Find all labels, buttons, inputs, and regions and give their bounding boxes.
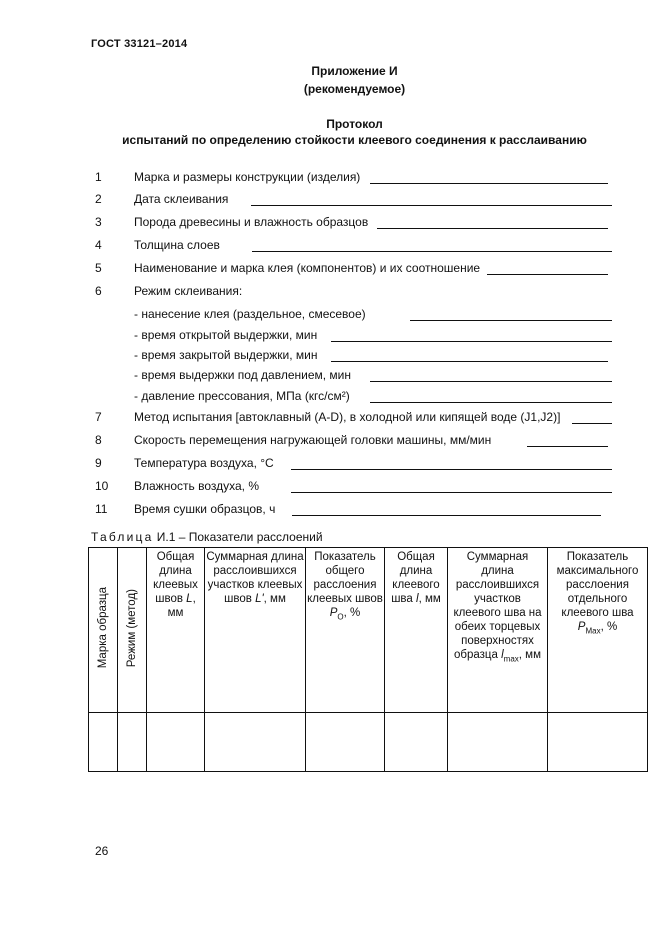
fill-line xyxy=(572,423,612,424)
appendix-title: Приложение И xyxy=(311,64,398,78)
item-number: 1 xyxy=(95,170,102,184)
table-cell xyxy=(147,713,205,772)
protocol-item xyxy=(0,238,661,254)
col-header-unit: , мм xyxy=(418,593,441,605)
item-label: Метод испытания [автоклавный (A-D), в холодной или кипящей воде (J1,J2)] xyxy=(134,410,561,424)
col-header-total-delamination xyxy=(306,548,385,713)
table-caption-word: Таблица xyxy=(91,530,154,544)
col-header-symbol: l xyxy=(501,649,504,661)
protocol-item xyxy=(0,456,661,472)
table-cell xyxy=(385,713,448,772)
fill-line xyxy=(291,469,612,470)
col-header-label: Показатель максимального расслоения отдельного клеевого шва xyxy=(556,551,639,619)
item-number: 11 xyxy=(95,502,108,516)
fill-line xyxy=(331,341,612,342)
col-header-subscript: Max xyxy=(585,626,601,636)
col-header-seam-length xyxy=(385,548,448,713)
col-header-subscript: O xyxy=(337,612,344,622)
col-header-label: Общая длина клеевых швов xyxy=(153,551,198,605)
protocol-subitem xyxy=(0,389,661,405)
col-header-max-delamination xyxy=(548,548,648,713)
col-header-subscript: max xyxy=(503,654,519,664)
col-header-symbol: L xyxy=(186,593,193,605)
col-header-unit: , мм xyxy=(167,593,196,619)
col-header-mode xyxy=(118,548,147,713)
protocol-subtitle: испытаний по определению стойкости клеевого соединения к расслаиванию xyxy=(122,133,587,147)
col-header-symbol: l xyxy=(416,593,419,605)
table-row xyxy=(89,713,648,772)
table-cell xyxy=(205,713,306,772)
protocol-item xyxy=(0,215,661,231)
fill-line xyxy=(377,228,608,229)
item-number: 4 xyxy=(95,238,102,252)
protocol-item xyxy=(0,170,661,186)
table-caption xyxy=(91,530,323,544)
col-header-delaminated-length xyxy=(205,548,306,713)
item-label: Скорость перемещения нагружающей головки машины, мм/мин xyxy=(134,433,492,447)
fill-line xyxy=(370,183,608,184)
col-header-unit: , % xyxy=(343,607,361,619)
col-header-total-length xyxy=(147,548,205,713)
item-number: 9 xyxy=(95,456,102,470)
col-header-label: Суммарная длина расслоившихся участков клеевого шва на обеих торцевых поверхностях образца xyxy=(453,551,542,661)
item-label: - давление прессования, МПа (кгс/см²) xyxy=(134,389,350,403)
item-label: Влажность воздуха, % xyxy=(134,479,259,493)
col-header-symbol: L' xyxy=(255,593,264,605)
table-cell xyxy=(548,713,648,772)
col-header-unit: , мм xyxy=(263,593,286,605)
delamination-table xyxy=(88,547,648,772)
item-label: - время выдержки под давлением, мин xyxy=(134,368,351,382)
item-label: Порода древесины и влажность образцов xyxy=(134,215,369,229)
item-label: Наименование и марка клея (компонентов) и их соотношение xyxy=(134,261,481,275)
fill-line xyxy=(292,515,601,516)
item-number: 7 xyxy=(95,410,102,424)
item-label: Марка и размеры конструкции (изделия) xyxy=(134,170,361,184)
item-label: Время сушки образцов, ч xyxy=(134,502,276,516)
fill-line xyxy=(331,361,608,362)
item-number: 6 xyxy=(95,284,102,298)
col-header-label: Марка образца xyxy=(97,587,109,669)
protocol-item xyxy=(0,261,661,277)
item-label: Дата склеивания xyxy=(134,192,229,206)
col-header-label: Общая длина клеевого шва xyxy=(391,551,440,605)
protocol-subitem xyxy=(0,368,661,384)
table-caption-rest: И.1 – Показатели расслоений xyxy=(153,530,323,544)
item-label: Режим склеивания: xyxy=(134,284,243,298)
item-number: 2 xyxy=(95,192,102,206)
protocol-subitem xyxy=(0,348,661,364)
col-header-unit: , мм xyxy=(518,649,541,661)
table-cell xyxy=(306,713,385,772)
fill-line xyxy=(370,402,612,403)
item-number: 3 xyxy=(95,215,102,229)
protocol-item xyxy=(0,192,661,208)
col-header-label: Режим (метод) xyxy=(126,588,138,668)
fill-line xyxy=(487,274,608,275)
col-header-label: Суммарная длина расслоившихся участков клеевых швов xyxy=(206,551,304,605)
protocol-item xyxy=(0,479,661,495)
fill-line xyxy=(410,320,612,321)
item-label: Температура воздуха, °С xyxy=(134,456,274,470)
fill-line xyxy=(527,446,608,447)
protocol-item xyxy=(0,433,661,449)
protocol-subitem xyxy=(0,328,661,344)
col-header-symbol: P xyxy=(329,607,338,619)
fill-line xyxy=(252,251,612,252)
col-header-symbol: P xyxy=(577,621,586,633)
item-label: - время закрытой выдержки, мин xyxy=(134,348,318,362)
item-number: 5 xyxy=(95,261,102,275)
fill-line xyxy=(370,381,612,382)
item-label: - нанесение клея (раздельное, смесевое) xyxy=(134,307,366,321)
item-label: Толщина слоев xyxy=(134,238,220,252)
protocol-item xyxy=(0,502,661,518)
table-header-row xyxy=(89,548,648,713)
table-cell xyxy=(448,713,548,772)
fill-line xyxy=(251,205,612,206)
protocol-title: Протокол xyxy=(326,117,383,131)
col-header-label: Показатель общего расслоения клеевых швов xyxy=(307,551,383,605)
fill-line xyxy=(291,492,612,493)
table-cell xyxy=(89,713,118,772)
table-cell xyxy=(118,713,147,772)
col-header-unit: , % xyxy=(600,621,618,633)
item-number: 8 xyxy=(95,433,102,447)
col-header-sample-mark xyxy=(89,548,118,713)
item-number: 10 xyxy=(95,479,109,493)
page-number: 26 xyxy=(95,844,109,858)
protocol-subitem xyxy=(0,307,661,323)
standard-code: ГОСТ 33121–2014 xyxy=(91,38,188,50)
protocol-item xyxy=(0,284,661,300)
col-header-max-delaminated-length xyxy=(448,548,548,713)
appendix-subtitle: (рекомендуемое) xyxy=(303,82,406,96)
item-label: - время открытой выдержки, мин xyxy=(134,328,318,342)
protocol-item xyxy=(0,410,661,426)
